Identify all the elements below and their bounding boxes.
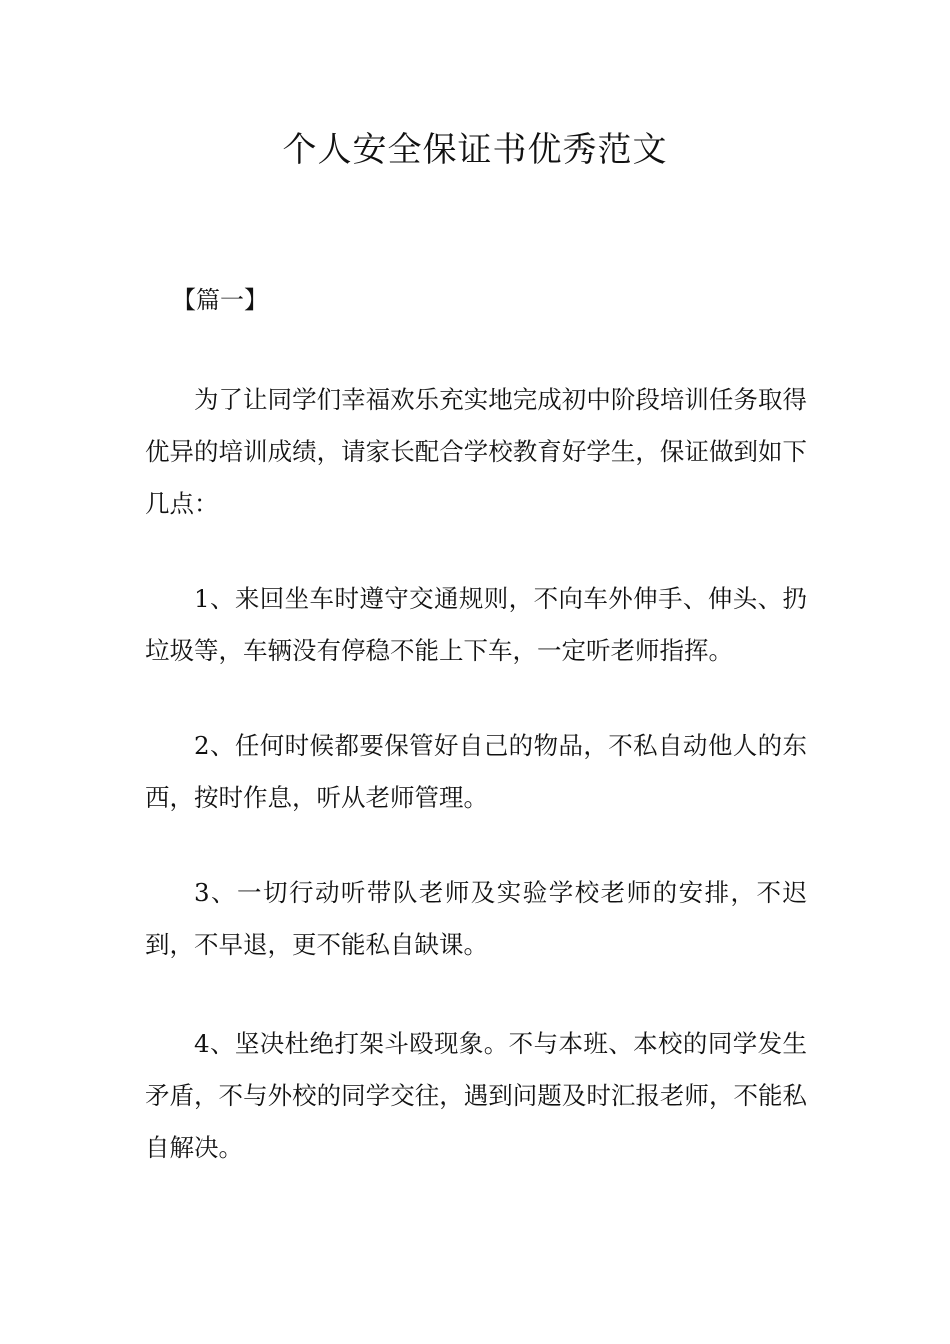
section-label: 【篇一】 [172, 286, 268, 314]
item-1-paragraph: 1、来回坐车时遵守交通规则，不向车外伸手、伸头、扔垃圾等，车辆没有停稳不能上下车，一定听老师指挥。 [145, 584, 807, 665]
document-title: 个人安全保证书优秀范文 [282, 130, 668, 170]
item-3-paragraph: 3、一切行动听带队老师及实验学校老师的安排，不迟到，不早退，更不能私自缺课。 [145, 878, 807, 959]
item-2-paragraph: 2、任何时候都要保管好自己的物品，不私自动他人的东西，按时作息，听从老师管理。 [145, 731, 807, 812]
item-4-paragraph: 4、坚决杜绝打架斗殴现象。不与本班、本校的同学发生矛盾，不与外校的同学交往，遇到问题及时汇报老师，不能私自解决。 [145, 1029, 807, 1162]
intro-paragraph: 为了让同学们幸福欢乐充实地完成初中阶段培训任务取得优异的培训成绩，请家长配合学校教育好学生，保证做到如下几点： [145, 385, 807, 518]
